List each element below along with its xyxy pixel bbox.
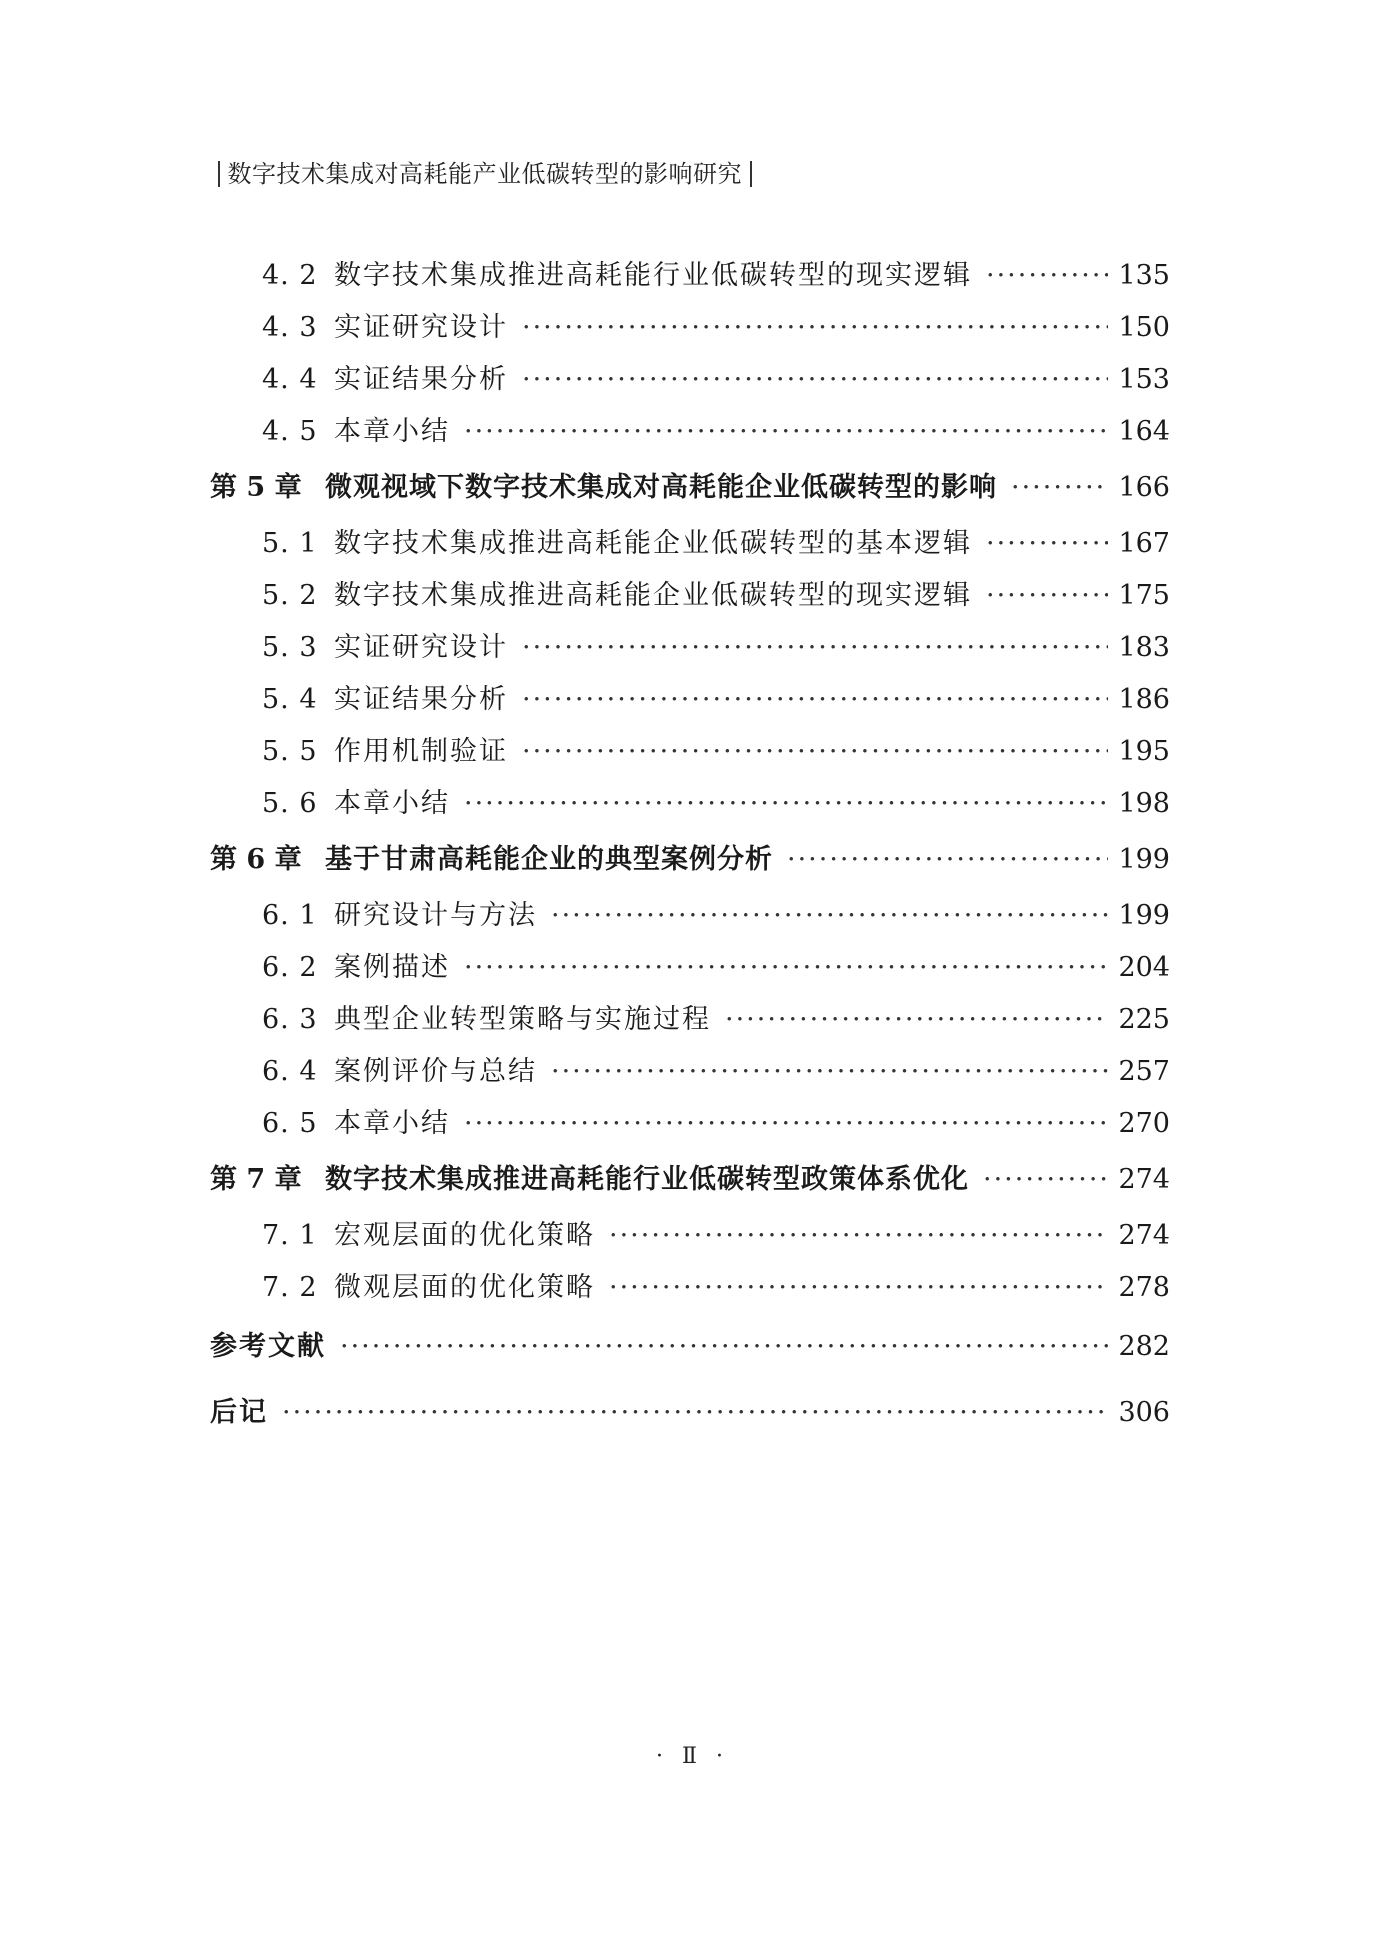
toc-entry-page: 199 <box>1118 844 1170 875</box>
toc-entry-page: 199 <box>1118 900 1170 931</box>
toc-entry-section[interactable] <box>210 890 1170 942</box>
toc-entry-title: 数字技术集成推进高耗能行业低碳转型政策体系优化 <box>325 1164 969 1195</box>
toc-entry-section[interactable] <box>210 406 1170 458</box>
toc-entry-section[interactable] <box>210 1046 1170 1098</box>
toc-entry-page: 175 <box>1118 580 1170 611</box>
toc-entry-page: 135 <box>1118 260 1170 291</box>
table-of-contents <box>210 250 1170 1446</box>
toc-entry-number: 6. 1 <box>262 900 318 931</box>
toc-entry-chapter[interactable] <box>210 1150 1170 1210</box>
toc-entry-title: 数字技术集成推进高耗能企业低碳转型的现实逻辑 <box>334 580 972 611</box>
toc-entry-page: 257 <box>1118 1056 1170 1087</box>
dot-leader <box>1011 472 1108 504</box>
toc-entry-number: 5. 6 <box>262 788 318 819</box>
dot-leader <box>464 416 1108 448</box>
dot-leader <box>464 1108 1108 1140</box>
toc-entry-page: 167 <box>1118 528 1170 559</box>
toc-entry-section[interactable] <box>210 302 1170 354</box>
toc-entry-chapter[interactable] <box>210 830 1170 890</box>
dot-leader <box>340 1331 1108 1363</box>
toc-entry-number: 6. 2 <box>262 952 318 983</box>
dot-leader <box>986 580 1108 612</box>
toc-entry-page: 225 <box>1118 1004 1170 1035</box>
toc-entry-number: 6. 5 <box>262 1108 318 1139</box>
dot-leader <box>522 364 1108 396</box>
toc-entry-title: 作用机制验证 <box>334 736 508 767</box>
toc-entry-number: 7. 1 <box>262 1220 318 1251</box>
toc-entry-title: 宏观层面的优化策略 <box>334 1220 595 1251</box>
dot-leader <box>609 1220 1108 1252</box>
toc-entry-page: 278 <box>1118 1272 1170 1303</box>
toc-entry-title: 实证结果分析 <box>334 364 508 395</box>
toc-entry-page: 306 <box>1118 1397 1170 1428</box>
toc-entry-section[interactable] <box>210 674 1170 726</box>
dot-leader <box>609 1272 1108 1304</box>
toc-entry-appendix[interactable] <box>210 1380 1170 1446</box>
toc-entry-page: 153 <box>1118 364 1170 395</box>
toc-entry-section[interactable] <box>210 518 1170 570</box>
toc-entry-number: 4. 5 <box>262 416 318 447</box>
toc-entry-title: 实证研究设计 <box>334 312 508 343</box>
toc-entry-title: 数字技术集成推进高耗能企业低碳转型的基本逻辑 <box>334 528 972 559</box>
toc-entry-title: 基于甘肃高耗能企业的典型案例分析 <box>325 844 773 875</box>
dot-leader <box>282 1397 1108 1429</box>
page-folio: · Ⅱ · <box>656 1744 729 1769</box>
toc-entry-number: 第 5 章 <box>210 472 302 503</box>
toc-entry-title: 本章小结 <box>334 416 450 447</box>
toc-entry-section[interactable] <box>210 942 1170 994</box>
toc-entry-page: 166 <box>1118 472 1170 503</box>
toc-entry-page: 164 <box>1118 416 1170 447</box>
toc-entry-page: 183 <box>1118 632 1170 663</box>
toc-entry-title: 实证结果分析 <box>334 684 508 715</box>
dot-leader <box>464 952 1108 984</box>
toc-entry-page: 270 <box>1118 1108 1170 1139</box>
toc-entry-number: 第 7 章 <box>210 1164 302 1195</box>
toc-entry-title: 微观视域下数字技术集成对高耗能企业低碳转型的影响 <box>325 472 997 503</box>
dot-leader <box>522 632 1108 664</box>
toc-entry-title: 本章小结 <box>334 788 450 819</box>
dot-leader <box>983 1164 1108 1196</box>
toc-entry-section[interactable] <box>210 622 1170 674</box>
toc-entry-title: 典型企业转型策略与实施过程 <box>334 1004 711 1035</box>
toc-entry-title: 微观层面的优化策略 <box>334 1272 595 1303</box>
toc-entry-number: 5. 5 <box>262 736 318 767</box>
toc-entry-number: 第 6 章 <box>210 844 302 875</box>
toc-entry-page: 186 <box>1118 684 1170 715</box>
toc-entry-title: 后记 <box>210 1397 268 1428</box>
dot-leader <box>787 844 1108 876</box>
dot-leader <box>551 1056 1108 1088</box>
header-bar-right <box>750 161 752 187</box>
toc-entry-page: 150 <box>1118 312 1170 343</box>
dot-leader <box>986 260 1108 292</box>
toc-entry-number: 7. 2 <box>262 1272 318 1303</box>
toc-entry-chapter[interactable] <box>210 458 1170 518</box>
toc-entry-title: 参考文献 <box>210 1331 326 1362</box>
toc-entry-section[interactable] <box>210 1262 1170 1314</box>
toc-entry-title: 研究设计与方法 <box>334 900 537 931</box>
toc-entry-number: 6. 4 <box>262 1056 318 1087</box>
running-header <box>210 154 760 189</box>
toc-entry-title: 案例评价与总结 <box>334 1056 537 1087</box>
toc-entry-page: 274 <box>1118 1164 1170 1195</box>
toc-entry-section[interactable] <box>210 994 1170 1046</box>
toc-entry-page: 195 <box>1118 736 1170 767</box>
toc-entry-page: 198 <box>1118 788 1170 819</box>
dot-leader <box>725 1004 1108 1036</box>
toc-entry-number: 4. 3 <box>262 312 318 343</box>
toc-entry-number: 5. 4 <box>262 684 318 715</box>
toc-entry-section[interactable] <box>210 1098 1170 1150</box>
toc-entry-title: 数字技术集成推进高耗能行业低碳转型的现实逻辑 <box>334 260 972 291</box>
toc-entry-page: 274 <box>1118 1220 1170 1251</box>
toc-entry-section[interactable] <box>210 1210 1170 1262</box>
toc-entry-number: 4. 4 <box>262 364 318 395</box>
dot-leader <box>551 900 1108 932</box>
toc-entry-number: 5. 2 <box>262 580 318 611</box>
toc-entry-section[interactable] <box>210 726 1170 778</box>
toc-entry-number: 4. 2 <box>262 260 318 291</box>
toc-entry-page: 282 <box>1118 1331 1170 1362</box>
dot-leader <box>464 788 1108 820</box>
toc-entry-appendix[interactable] <box>210 1314 1170 1380</box>
toc-entry-title: 实证研究设计 <box>334 632 508 663</box>
toc-entry-number: 5. 1 <box>262 528 318 559</box>
dot-leader <box>522 736 1108 768</box>
toc-entry-title: 本章小结 <box>334 1108 450 1139</box>
toc-entry-title: 案例描述 <box>334 952 450 983</box>
toc-entry-page: 204 <box>1118 952 1170 983</box>
dot-leader <box>522 312 1108 344</box>
toc-entry-number: 5. 3 <box>262 632 318 663</box>
toc-entry-section[interactable] <box>210 250 1170 302</box>
toc-entry-number: 6. 3 <box>262 1004 318 1035</box>
toc-entry-section[interactable] <box>210 778 1170 830</box>
running-title: 数字技术集成对高耗能产业低碳转型的影响研究 <box>227 160 742 188</box>
header-bar-left <box>218 161 220 187</box>
dot-leader <box>986 528 1108 560</box>
toc-entry-section[interactable] <box>210 570 1170 622</box>
dot-leader <box>522 684 1108 716</box>
toc-entry-section[interactable] <box>210 354 1170 406</box>
